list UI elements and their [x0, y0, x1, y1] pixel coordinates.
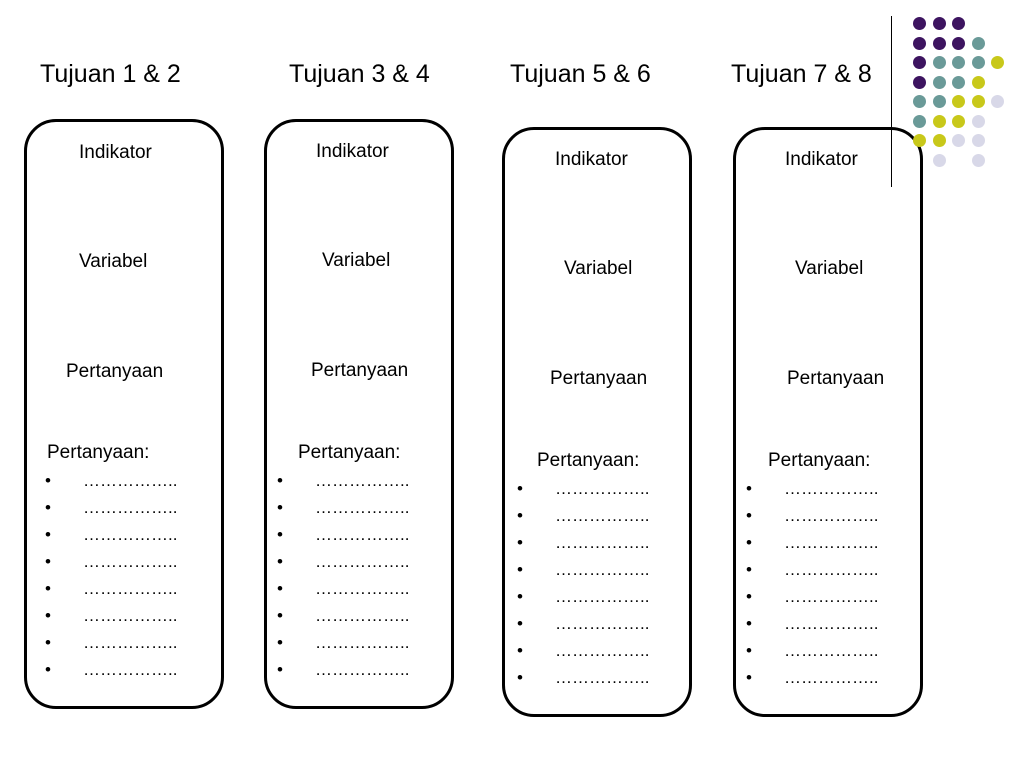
column-box-4: Indikator Variabel Pertanyaan Pertanyaan: • …………….. • …………….. • …………….. • …………….. • …………….. • …………….. • …………….. • …………….. [733, 127, 923, 717]
decorative-dot [991, 56, 1004, 69]
decorative-dot [913, 134, 926, 147]
pertanyaan-label: Pertanyaan [787, 368, 885, 389]
decorative-dot [933, 115, 946, 128]
decorative-dot [913, 76, 926, 89]
decorative-dot [972, 154, 985, 167]
decorative-dot [952, 76, 965, 89]
variabel-label: Variabel [564, 258, 633, 279]
decorative-dot [952, 17, 965, 30]
decorative-dot [933, 95, 946, 108]
decorative-dot [972, 95, 985, 108]
divider-line [891, 16, 892, 187]
indikator-label: Indikator [555, 149, 628, 170]
decorative-dot [913, 37, 926, 50]
decorative-dot [972, 76, 985, 89]
decorative-dot [952, 56, 965, 69]
decorative-dot [952, 115, 965, 128]
pertanyaan-list-label: Pertanyaan: [298, 442, 401, 463]
pertanyaan-list-label: Pertanyaan: [47, 442, 150, 463]
variabel-label: Variabel [795, 258, 864, 279]
column-title-1: Tujuan 1 & 2 [40, 60, 181, 88]
decorative-dot [952, 95, 965, 108]
variabel-label: Variabel [322, 250, 391, 271]
indikator-label: Indikator [316, 141, 389, 162]
decorative-dot [933, 37, 946, 50]
pertanyaan-list-label: Pertanyaan: [537, 450, 640, 471]
pertanyaan-label: Pertanyaan [66, 361, 164, 382]
decorative-dot [933, 56, 946, 69]
pertanyaan-label: Pertanyaan [311, 360, 409, 381]
decorative-dot [952, 37, 965, 50]
decorative-dot [972, 56, 985, 69]
pertanyaan-list-label: Pertanyaan: [768, 450, 871, 471]
indikator-label: Indikator [79, 142, 152, 163]
decorative-dot-grid [913, 17, 1013, 167]
decorative-dot [933, 76, 946, 89]
column-box-2: Indikator Variabel Pertanyaan Pertanyaan: • …………….. • …………….. • …………….. • …………….. • …………….. • …………….. • …………….. • …………….. [264, 119, 454, 709]
decorative-dot [913, 95, 926, 108]
variabel-label: Variabel [79, 251, 148, 272]
column-box-1: Indikator Variabel Pertanyaan Pertanyaan: • …………….. • …………….. • …………….. • …………….. • …………….. • …………….. • …………….. • …………….. [24, 119, 224, 709]
decorative-dot [933, 17, 946, 30]
decorative-dot [991, 95, 1004, 108]
column-box-3: Indikator Variabel Pertanyaan Pertanyaan: • …………….. • …………….. • …………….. • …………….. • …………….. • …………….. • …………….. • …………….. [502, 127, 692, 717]
pertanyaan-label: Pertanyaan [550, 368, 648, 389]
decorative-dot [913, 115, 926, 128]
column-title-2: Tujuan 3 & 4 [289, 60, 430, 88]
decorative-dot [972, 37, 985, 50]
decorative-dot [913, 17, 926, 30]
decorative-dot [952, 134, 965, 147]
decorative-dot [933, 154, 946, 167]
decorative-dot [972, 134, 985, 147]
decorative-dot [933, 134, 946, 147]
column-title-4: Tujuan 7 & 8 [731, 60, 872, 88]
column-title-3: Tujuan 5 & 6 [510, 60, 651, 88]
decorative-dot [913, 56, 926, 69]
decorative-dot [972, 115, 985, 128]
indikator-label: Indikator [785, 149, 858, 170]
